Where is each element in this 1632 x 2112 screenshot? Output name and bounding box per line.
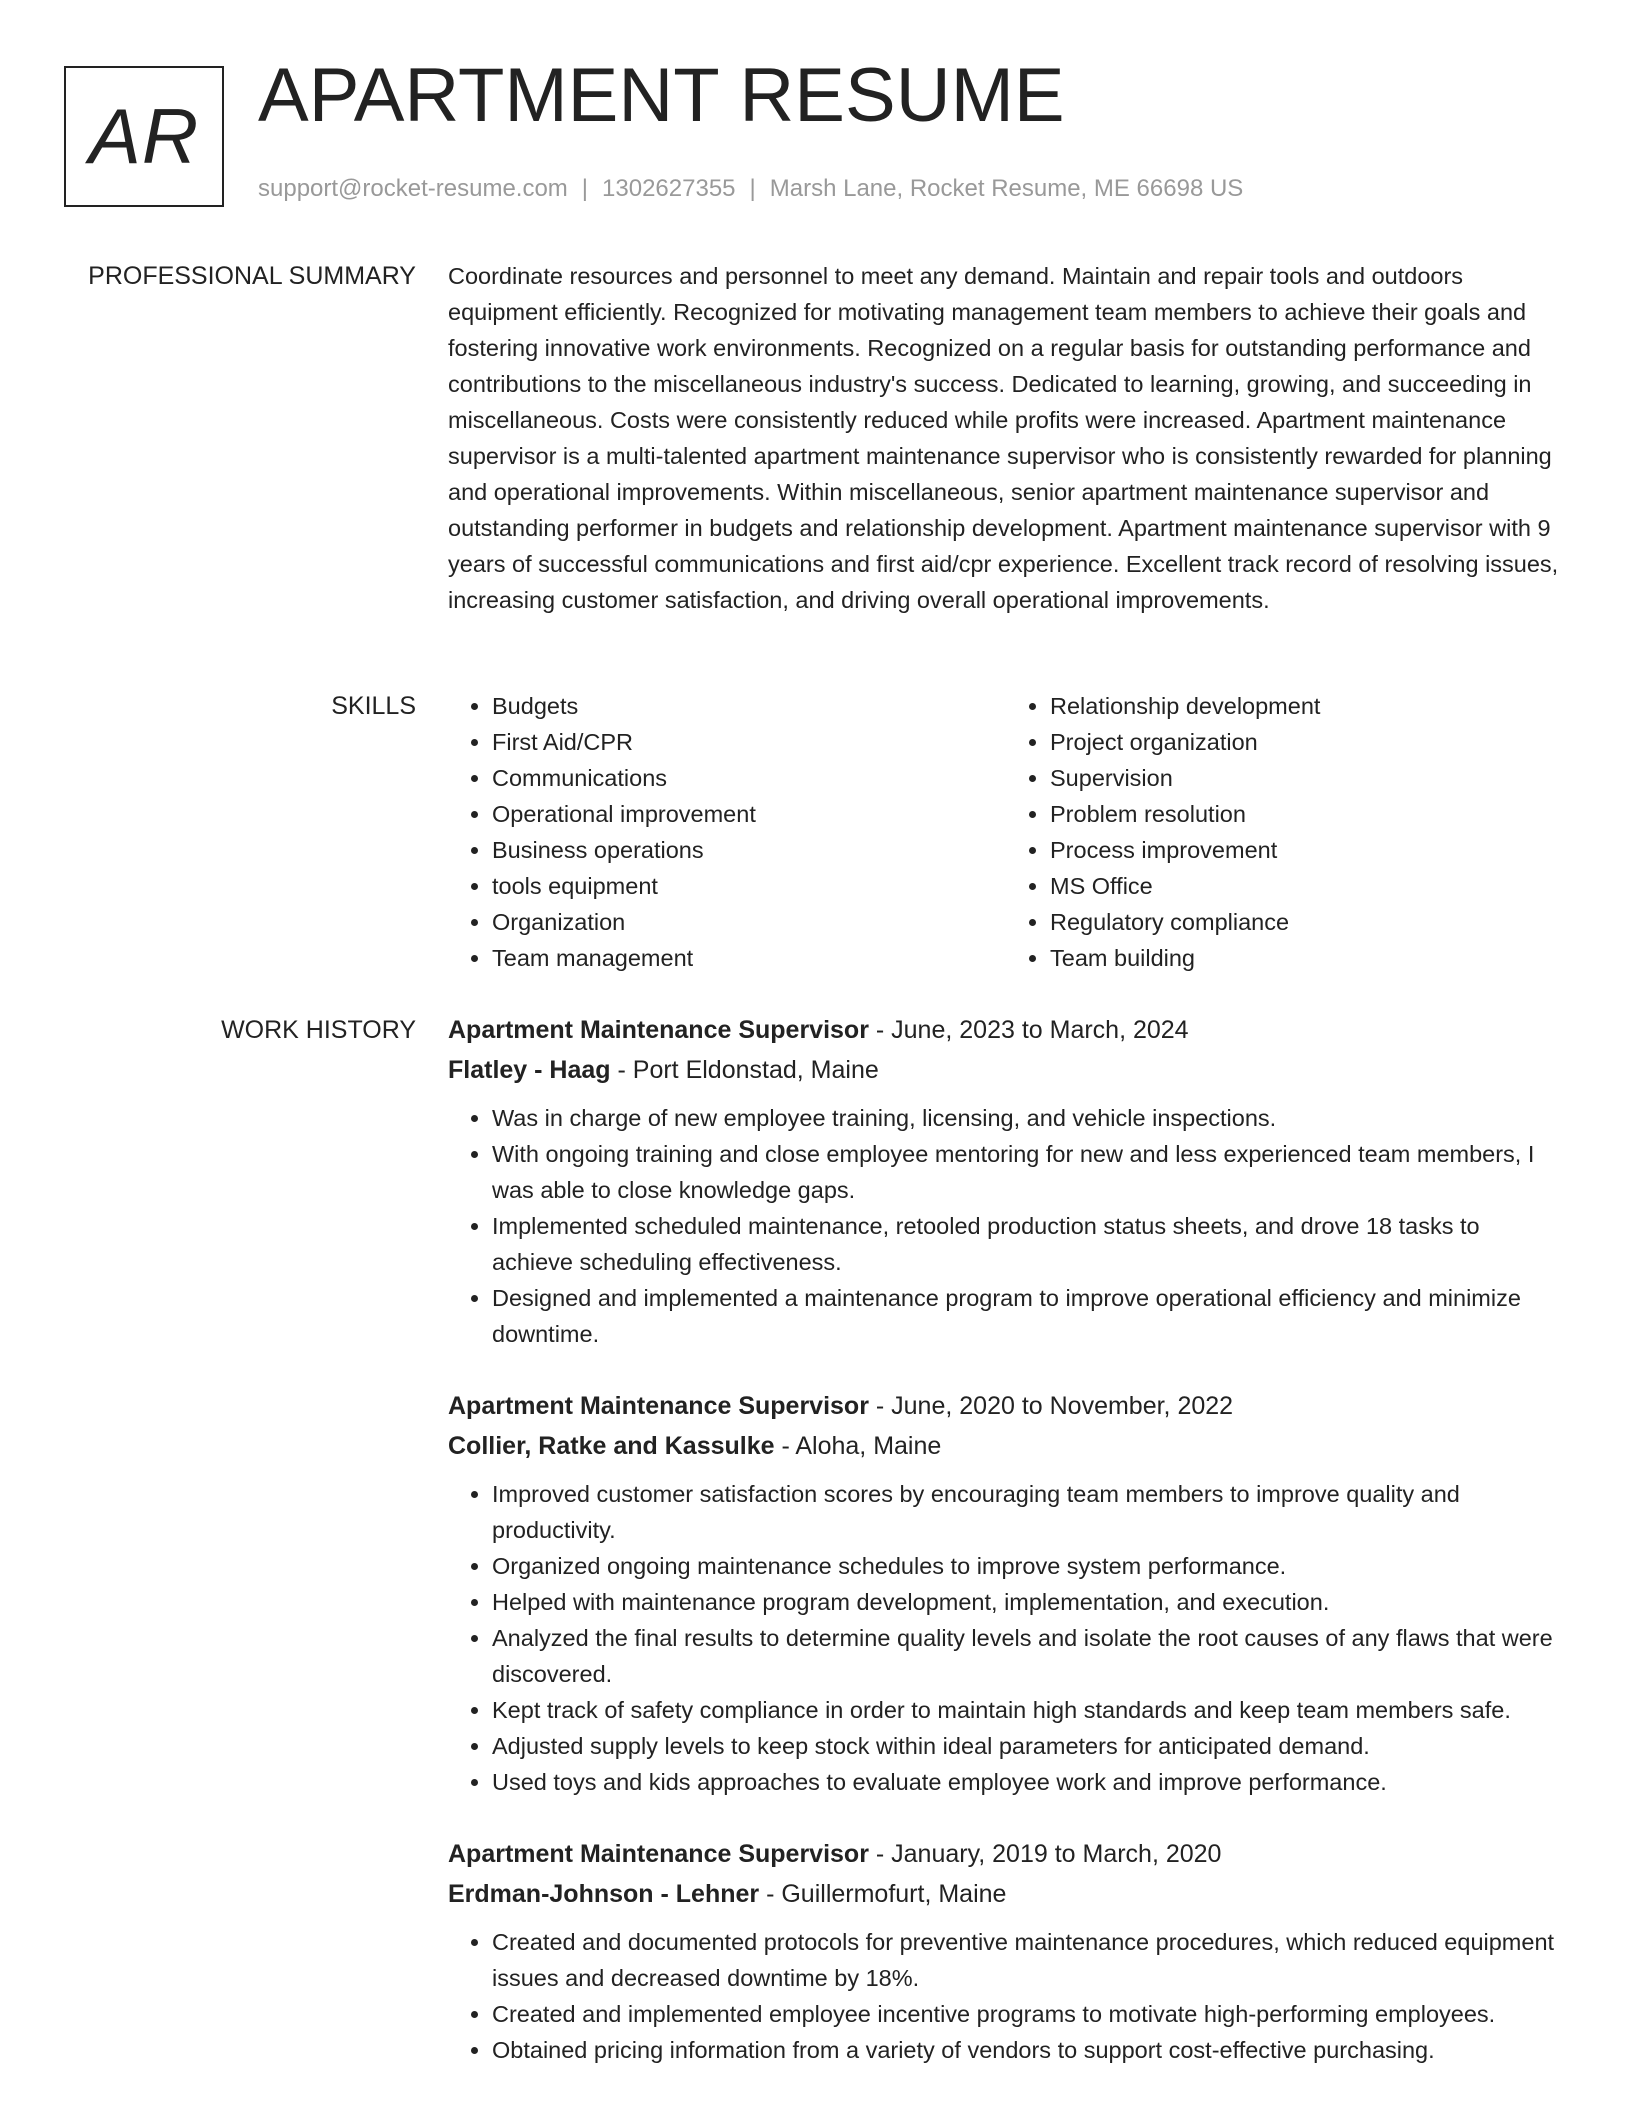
job-bullet: • Was in charge of new employee training, licensing, and vehicle inspections.	[492, 1100, 1564, 1136]
contact-separator: |	[749, 175, 756, 202]
skill-item: • Budgets	[492, 688, 1006, 724]
skill-item: • Organization	[492, 904, 1006, 940]
job-bullet: • Created and documented protocols for preventive maintenance procedures, which reduced equipment issues and decreased downtime by 18%.	[492, 1924, 1564, 1996]
job-title-line	[448, 1834, 1564, 1874]
job-location: - Port Eldonstad, Maine	[610, 1056, 879, 1084]
job-bullet: • With ongoing training and close employee mentoring for new and less experienced team members, I was able to close knowledge gaps.	[492, 1136, 1564, 1208]
job-title: Apartment Maintenance Supervisor	[448, 1016, 869, 1044]
skill-item: • Project organization	[1050, 724, 1564, 760]
work-history-heading: WORK HISTORY	[221, 1016, 416, 1044]
job-bullet-list	[448, 1476, 1564, 1800]
skill-item: • First Aid/CPR	[492, 724, 1006, 760]
job-company: Flatley - Haag	[448, 1056, 611, 1084]
skill-item: • Operational improvement	[492, 796, 1006, 832]
job-title-line	[448, 1010, 1564, 1050]
contact-line	[258, 175, 1243, 203]
skill-item: • tools equipment	[492, 868, 1006, 904]
job-title: Apartment Maintenance Supervisor	[448, 1392, 869, 1420]
skill-item: • Communications	[492, 760, 1006, 796]
skill-item: • Process improvement	[1050, 832, 1564, 868]
summary-text: Coordinate resources and personnel to meet any demand. Maintain and repair tools and outdoors equipment efficiently. Recognized for motivating management team members to achieve their goals and fostering innovative work environments. Recognized on a regular basis for outstanding performance and contributions to the miscellaneous industry's success. Dedicated to learning, growing, and succeeding in miscellaneous. Costs were consistently reduced while profits were increased. Apartment maintenance supervisor is a multi-talented apartment maintenance supervisor who is consistently rewarded for planning and operational improvements. Within miscellaneous, senior apartment maintenance supervisor and outstanding performer in budgets and relationship development. Apartment maintenance supervisor with 9 years of successful communications and first aid/cpr experience. Excellent track record of resolving issues, increasing customer satisfaction, and driving overall operational improvements.	[448, 263, 1559, 613]
job-bullet: • Designed and implemented a maintenance program to improve operational efficiency and minimize downtime.	[492, 1280, 1564, 1352]
contact-phone: 1302627355	[602, 175, 736, 202]
job-entry	[448, 1010, 1564, 1352]
skill-item: • Relationship development	[1050, 688, 1564, 724]
job-company-line	[448, 1426, 1564, 1466]
contact-separator: |	[581, 175, 589, 202]
job-location: - Aloha, Maine	[774, 1432, 942, 1460]
job-bullet: • Analyzed the final results to determine quality levels and isolate the root causes of any flaws that were discovered.	[492, 1620, 1564, 1692]
contact-email: support@rocket-resume.com	[258, 175, 568, 202]
skill-item: • MS Office	[1050, 868, 1564, 904]
job-company-line	[448, 1050, 1564, 1090]
job-bullet: • Created and implemented employee incentive programs to motivate high-performing employees.	[492, 1996, 1564, 2032]
job-bullet-list	[448, 1100, 1564, 1352]
job-company-line	[448, 1874, 1564, 1914]
job-bullet: • Improved customer satisfaction scores by encouraging team members to improve quality and productivity.	[492, 1476, 1564, 1548]
job-bullet: • Helped with maintenance program development, implementation, and execution.	[492, 1584, 1564, 1620]
skills-list-left	[448, 688, 1006, 976]
summary-body	[448, 258, 1564, 618]
skills-list-right	[1006, 688, 1564, 976]
job-bullet: • Kept track of safety compliance in order to maintain high standards and keep team members safe.	[492, 1692, 1564, 1728]
job-title-line	[448, 1386, 1564, 1426]
job-company: Erdman-Johnson - Lehner	[448, 1880, 760, 1908]
skill-item: • Problem resolution	[1050, 796, 1564, 832]
job-dates: - January, 2019 to March, 2020	[868, 1840, 1222, 1868]
jobs-list	[448, 1010, 1564, 2102]
skill-item: • Regulatory compliance	[1050, 904, 1564, 940]
job-entry	[448, 1834, 1564, 2068]
skill-item: • Business operations	[492, 832, 1006, 868]
skills-body	[448, 688, 1564, 976]
job-bullet: • Used toys and kids approaches to evaluate employee work and improve performance.	[492, 1764, 1564, 1800]
resume-title: APARTMENT RESUME	[258, 53, 1065, 138]
job-title: Apartment Maintenance Supervisor	[448, 1840, 869, 1868]
contact-address: Marsh Lane, Rocket Resume, ME 66698 US	[769, 175, 1244, 202]
skill-item: • Team building	[1050, 940, 1564, 976]
skill-item: • Team management	[492, 940, 1006, 976]
skills-columns	[448, 688, 1564, 976]
job-bullet: • Obtained pricing information from a variety of vendors to support cost-effective purchasing.	[492, 2032, 1564, 2068]
job-dates: - June, 2020 to November, 2022	[868, 1392, 1234, 1420]
job-entry	[448, 1386, 1564, 1800]
summary-heading: PROFESSIONAL SUMMARY	[88, 262, 416, 290]
job-bullet: • Adjusted supply levels to keep stock within ideal parameters for anticipated demand.	[492, 1728, 1564, 1764]
job-bullet: • Implemented scheduled maintenance, retooled production status sheets, and drove 18 tasks to achieve scheduling effectiveness.	[492, 1208, 1564, 1280]
job-dates: - June, 2023 to March, 2024	[868, 1016, 1189, 1044]
skills-heading: SKILLS	[331, 692, 416, 720]
job-bullet: • Organized ongoing maintenance schedules to improve system performance.	[492, 1548, 1564, 1584]
skill-item: • Supervision	[1050, 760, 1564, 796]
job-company: Collier, Ratke and Kassulke	[448, 1432, 775, 1460]
job-bullet-list	[448, 1924, 1564, 2068]
job-location: - Guillermofurt, Maine	[759, 1880, 1007, 1908]
monogram-logo: AR	[64, 66, 224, 207]
